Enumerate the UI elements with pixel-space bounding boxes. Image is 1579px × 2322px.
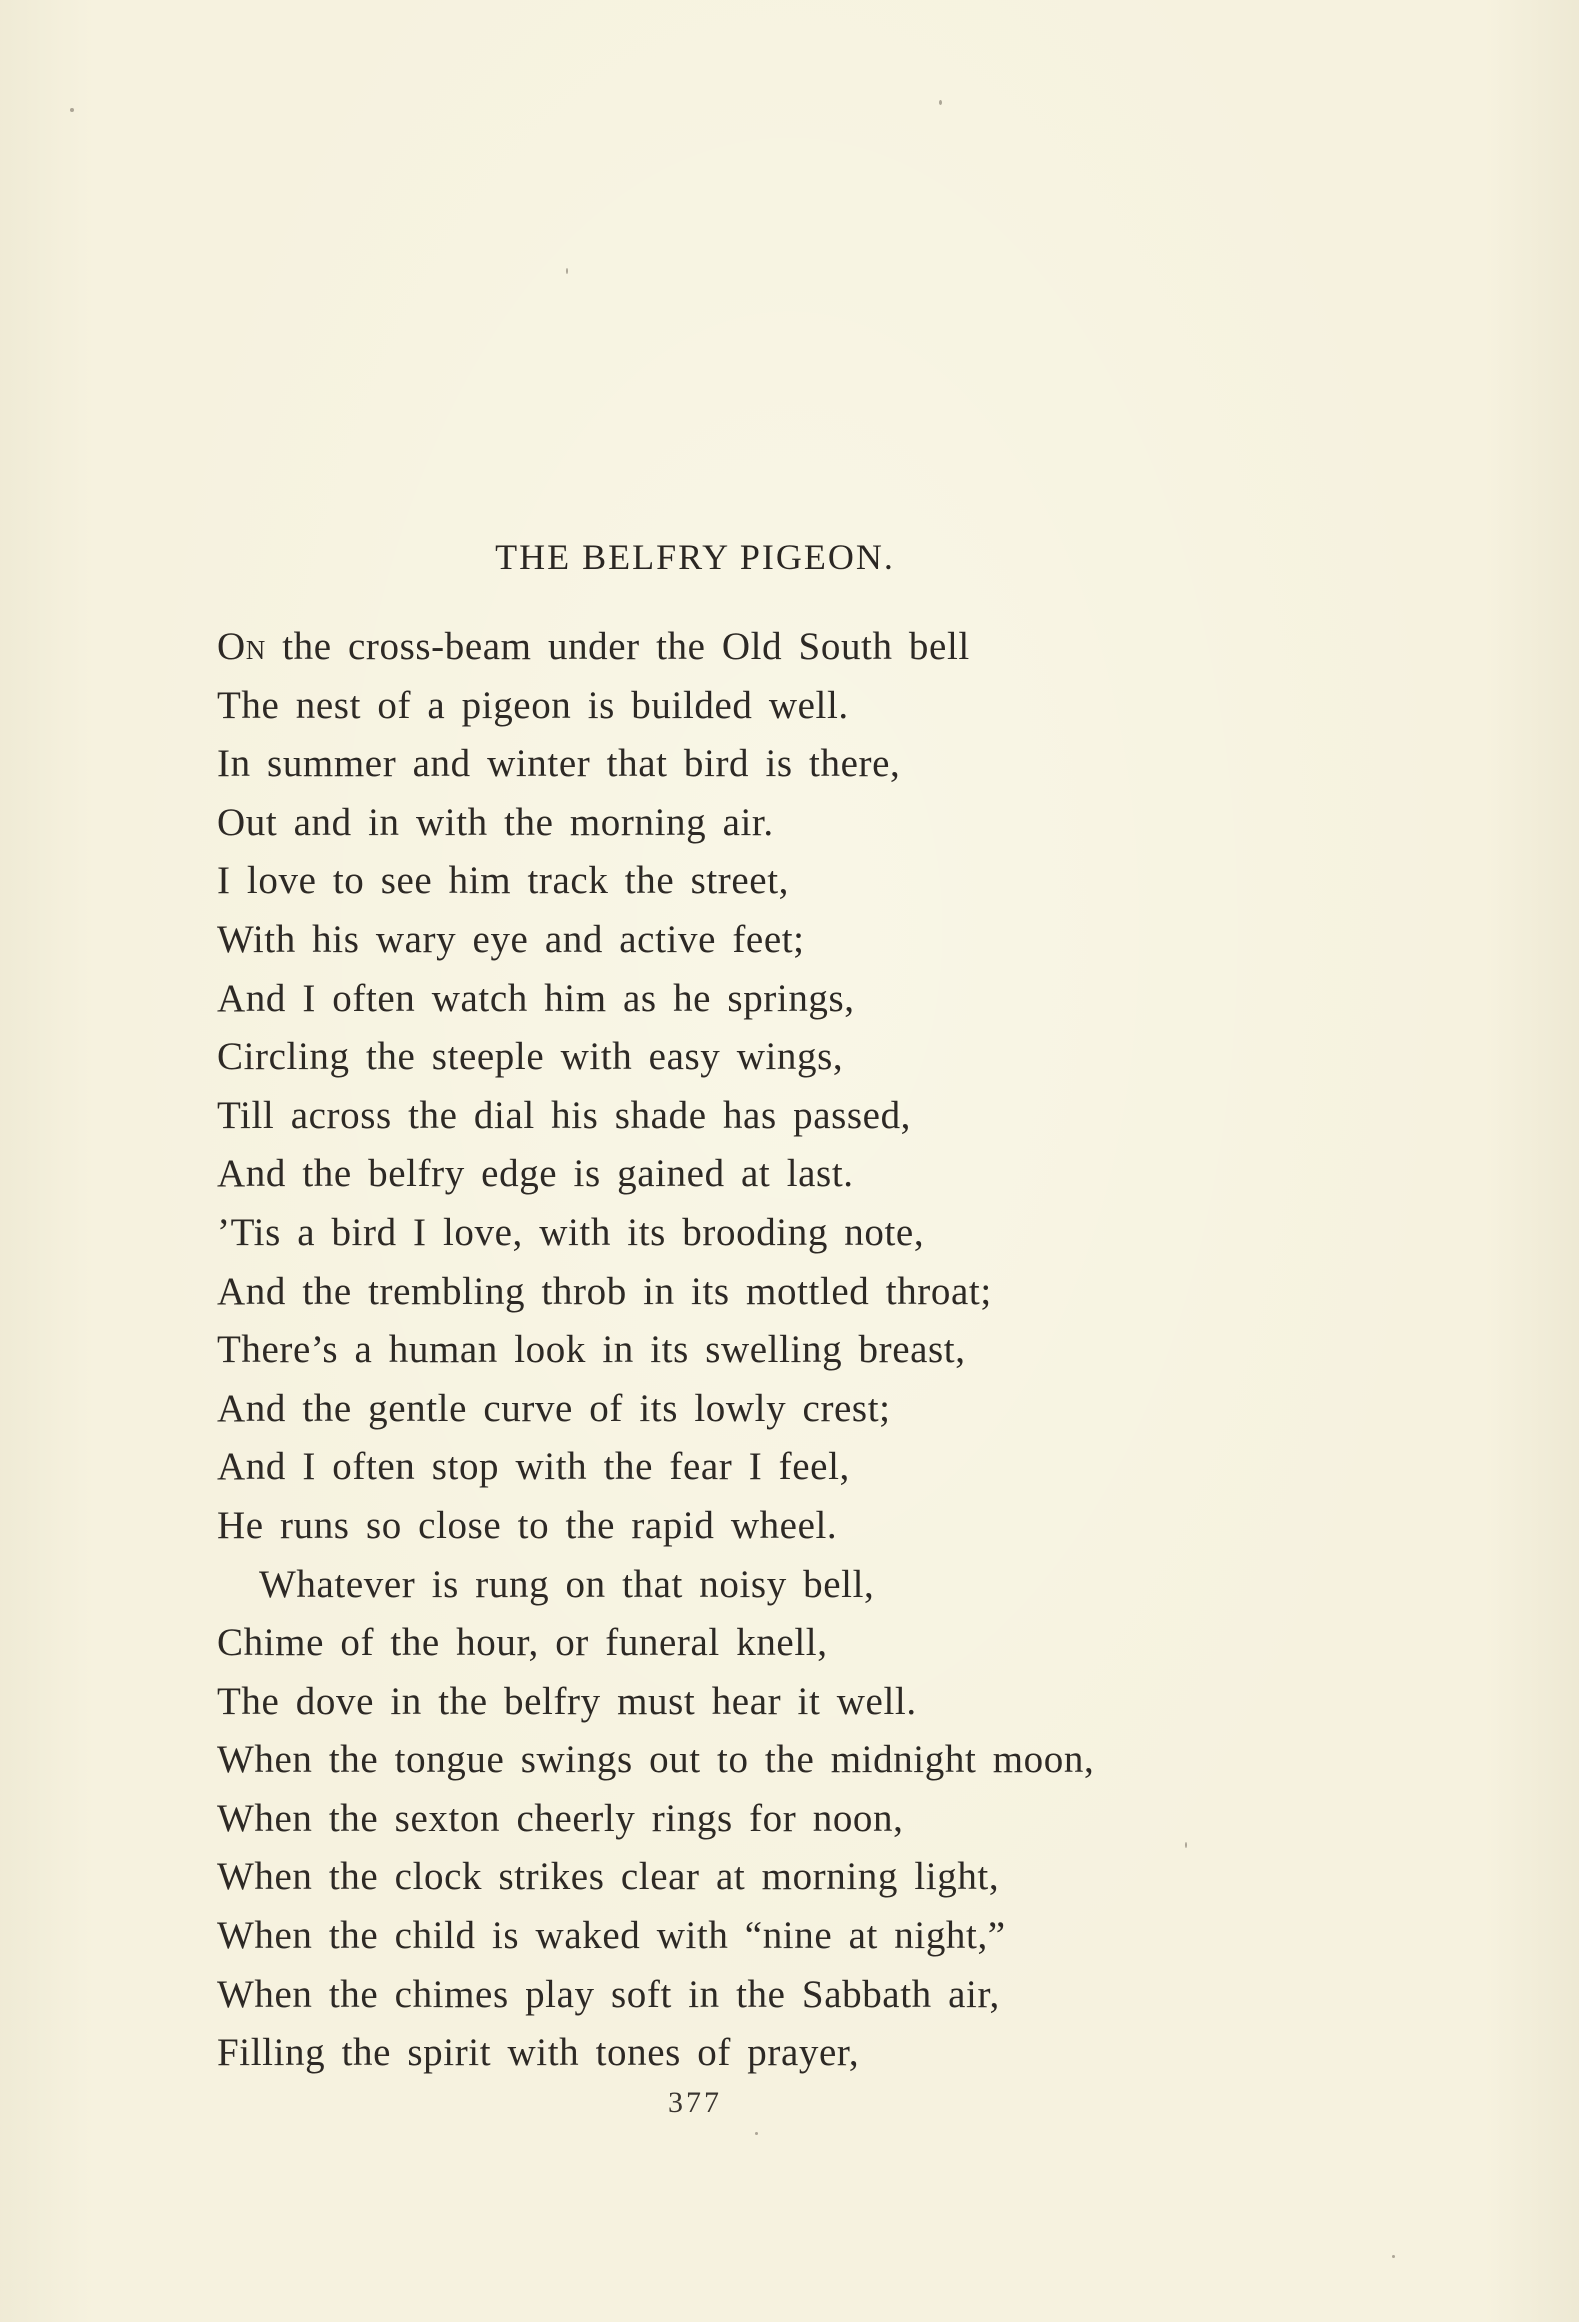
poem-line (217, 1731, 1317, 1790)
poem-line (217, 1087, 1317, 1146)
poem-line (217, 1145, 1317, 1204)
paper-speck (1392, 2255, 1395, 2258)
poem-line (217, 1028, 1317, 1087)
poem-line (217, 1380, 1317, 1439)
paper-speck (566, 268, 568, 274)
poem-line (217, 1966, 1317, 2025)
page-number: 377 (668, 2086, 722, 2119)
poem-line (217, 1438, 1317, 1497)
poem-line (217, 970, 1317, 1029)
poem-line-text: When the chimes play soft in the Sabbath air, (217, 1972, 1000, 2016)
poem-body (217, 618, 1317, 2083)
poem-line (217, 1790, 1317, 1849)
poem-line-text: Whatever is rung on that noisy bell, (259, 1562, 875, 1606)
poem-line (217, 677, 1317, 736)
poem-line-text: And the belfry edge is gained at last. (217, 1152, 854, 1196)
poem-line-text: In summer and winter that bird is there, (217, 742, 901, 786)
poem-line (217, 1907, 1317, 1966)
poem-line (217, 794, 1317, 853)
poem-line (217, 618, 1317, 677)
poem-line-text: With his wary eye and active feet; (217, 917, 805, 961)
poem-line (217, 1848, 1317, 1907)
poem-line-text: When the sexton cheerly rings for noon, (217, 1796, 904, 1840)
poem-line-text: the cross-beam under the Old South bell (265, 625, 970, 668)
poem-line (217, 1204, 1317, 1263)
poem-line-text: Filling the spirit with tones of prayer, (217, 2031, 860, 2075)
poem-title: THE BELFRY PIGEON. (495, 537, 895, 577)
paper-speck (755, 2132, 758, 2135)
poem-line (217, 735, 1317, 794)
poem-line-text: Chime of the hour, or funeral knell, (217, 1621, 828, 1665)
poem-line-text: When the clock strikes clear at morning light, (217, 1855, 1000, 1899)
paper-speck (70, 108, 74, 112)
poem-line (217, 1614, 1317, 1673)
poem-line-text: He runs so close to the rapid wheel. (217, 1503, 838, 1547)
poem-line-text: There’s a human look in its swelling breast, (217, 1328, 966, 1372)
poem-line-text: ’Tis a bird I love, with its brooding note, (217, 1210, 925, 1254)
poem-line (217, 1263, 1317, 1322)
poem-line-text: The nest of a pigeon is builded well. (217, 683, 849, 727)
poem-line-text: I love to see him track the street, (217, 859, 789, 903)
poem-line-text: Circling the steeple with easy wings, (217, 1035, 844, 1079)
poem-line (217, 911, 1317, 970)
poem-line (217, 1497, 1317, 1556)
paper-speck (939, 100, 942, 105)
poem-line-lead-word: On (217, 625, 266, 668)
poem-line-text: When the child is waked with “nine at night,” (217, 1914, 1006, 1958)
poem-line (217, 1673, 1317, 1732)
poem-line (217, 2024, 1317, 2083)
poem-line (217, 1556, 1317, 1615)
poem-line-text: And the gentle curve of its lowly crest; (217, 1386, 891, 1430)
poem-line-text: And I often stop with the fear I feel, (217, 1445, 850, 1489)
poem-line (217, 1321, 1317, 1380)
poem-line-text: The dove in the belfry must hear it well. (217, 1679, 917, 1723)
poem-line-text: Out and in with the morning air. (217, 800, 774, 844)
poem-line-text: When the tongue swings out to the midnight moon, (217, 1738, 1095, 1782)
poem-line-text: And the trembling throb in its mottled throat; (217, 1269, 992, 1313)
poem-line (217, 852, 1317, 911)
poem-line-text: And I often watch him as he springs, (217, 976, 855, 1020)
poem-line-text: Till across the dial his shade has passed, (217, 1093, 912, 1137)
